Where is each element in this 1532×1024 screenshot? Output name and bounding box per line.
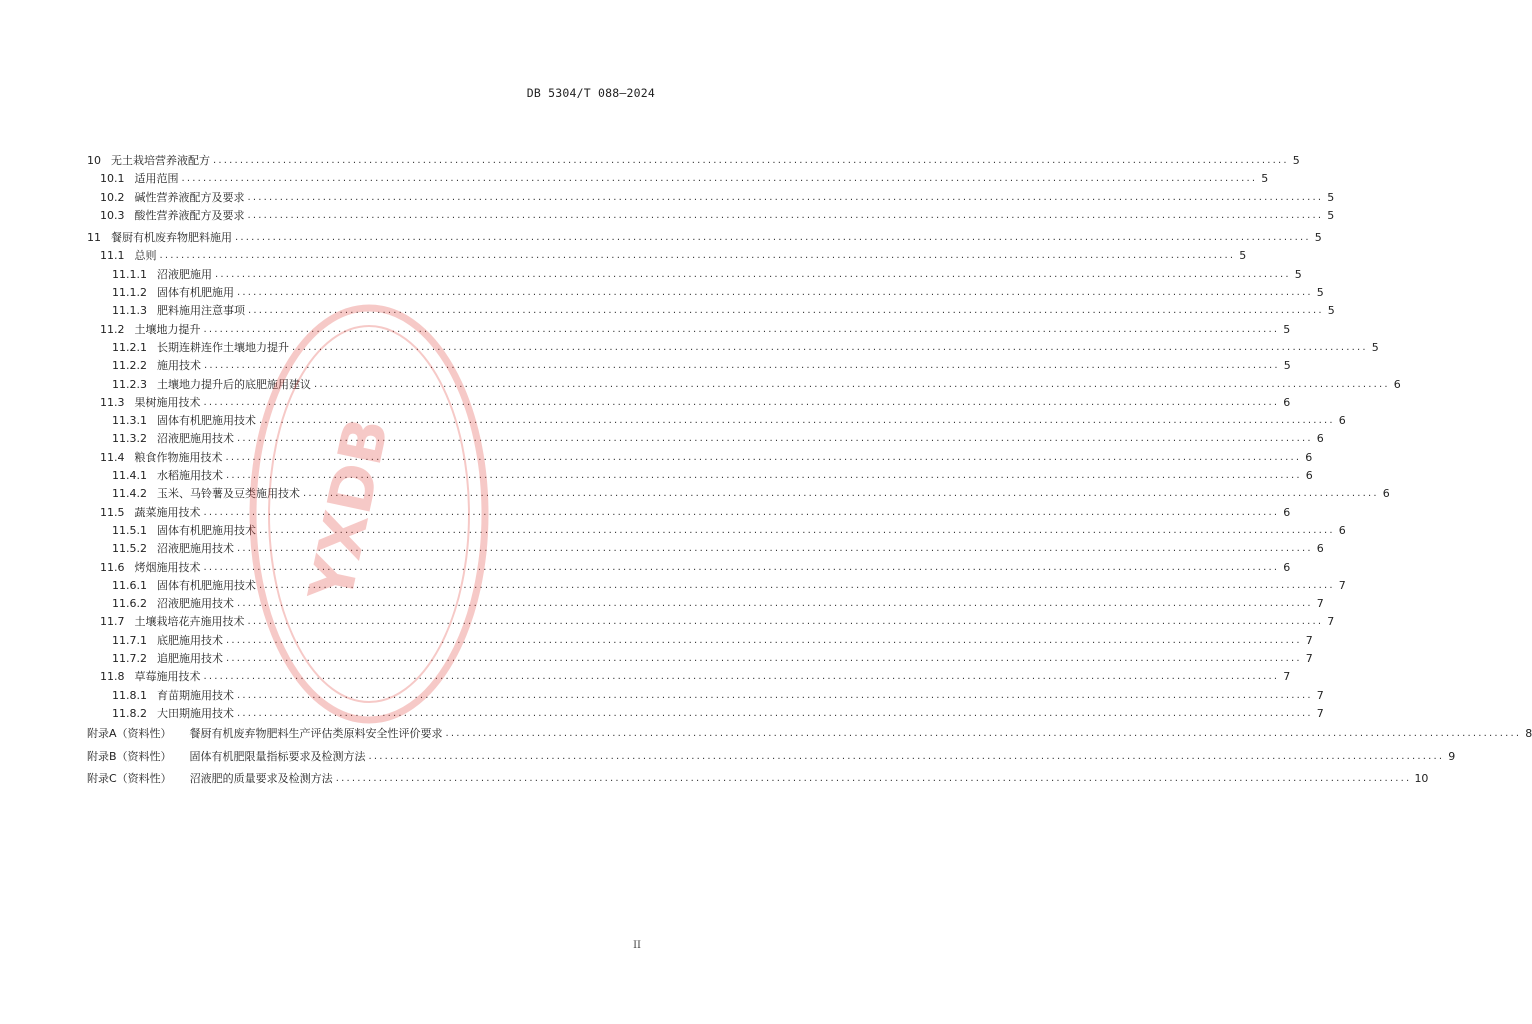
document-code: DB 5304/T 088—2024 (526, 86, 655, 100)
toc-leader-dots: ........................................................................................................................................................................................................ (368, 750, 1445, 762)
toc-entry-number: 附录B（资料性） (87, 749, 172, 763)
toc-entry-page: 7 (1316, 706, 1324, 720)
toc-entry-number: 11.6.2 (112, 597, 147, 611)
toc-entry-title: 草莓施用技术 (134, 670, 201, 684)
toc-entry-title: 蔬菜施用技术 (134, 505, 201, 519)
toc-entry[interactable] (87, 540, 1324, 558)
toc-entry-number: 11.7 (100, 615, 125, 629)
toc-entry-title: 育苗期施用技术 (157, 688, 234, 702)
toc-leader-dots: ........................................................................................................................................................................................................ (259, 524, 1335, 536)
toc-entry-title: 烤烟施用技术 (134, 560, 201, 574)
toc-entry[interactable] (87, 376, 1401, 394)
toc-entry-number: 11.2.2 (112, 359, 147, 373)
toc-leader-dots: ........................................................................................................................................................................................................ (213, 155, 1289, 166)
toc-leader-dots: ........................................................................................................................................................................................................ (204, 360, 1280, 372)
toc-entry[interactable] (87, 668, 1291, 686)
toc-entry-number: 10.2 (100, 190, 125, 204)
toc-entry-number: 11.3.1 (112, 414, 147, 428)
toc-entry-title: 大田期施用技术 (157, 706, 234, 720)
toc-leader-dots: ........................................................................................................................................................................................................ (159, 250, 1236, 262)
toc-entry-number: 11.1.2 (112, 286, 147, 300)
toc-entry-page: 6 (1283, 560, 1291, 574)
toc-entry[interactable] (87, 247, 1247, 265)
toc-entry-title: 长期连耕连作土壤地力提升 (157, 340, 289, 354)
toc-entry-title: 碱性营养液配方及要求 (134, 190, 245, 204)
toc-entry[interactable] (87, 189, 1335, 207)
toc-leader-dots: ........................................................................................................................................................................................................ (237, 598, 1313, 610)
svg-text:YXDB: YXDB (295, 411, 403, 608)
toc-leader-dots: ........................................................................................................................................................................................................ (237, 287, 1313, 299)
toc-entry-number: 11.1.3 (112, 304, 147, 318)
toc-entry-title: 沼液肥施用 (157, 267, 212, 281)
table-of-contents (87, 152, 1532, 791)
toc-entry[interactable] (87, 207, 1335, 225)
toc-entry-number: 11.3 (100, 395, 125, 409)
toc-entry[interactable] (87, 321, 1291, 339)
toc-entry-number: 10.3 (100, 208, 125, 222)
toc-leader-dots: ........................................................................................................................................................................................................ (203, 671, 1280, 683)
toc-leader-dots: ........................................................................................................................................................................................................ (247, 191, 1324, 203)
toc-entry-page: 6 (1393, 377, 1401, 391)
toc-entry-title: 水稻施用技术 (157, 469, 223, 483)
toc-entry-title: 无土栽培营养液配方 (111, 154, 210, 167)
toc-entry[interactable] (87, 705, 1324, 723)
toc-entry-page: 7 (1338, 578, 1346, 592)
toc-entry-title: 沼液肥施用技术 (157, 597, 234, 611)
toc-entry[interactable] (87, 467, 1313, 485)
toc-entry-number: 10 (87, 154, 101, 167)
toc-entry-title: 固体有机肥施用 (157, 286, 234, 300)
toc-entry-title: 追肥施用技术 (157, 652, 223, 666)
toc-entry-title: 酸性营养液配方及要求 (134, 208, 245, 222)
toc-entry-page: 5 (1283, 322, 1291, 336)
toc-entry-page: 6 (1338, 414, 1346, 428)
toc-entry-title: 果树施用技术 (134, 395, 201, 409)
toc-entry-number: 附录A（资料性） (87, 727, 172, 741)
toc-entry-number: 11.6 (100, 560, 125, 574)
toc-entry[interactable] (87, 650, 1313, 668)
toc-entry[interactable] (87, 485, 1390, 503)
toc-entry-page: 7 (1283, 670, 1291, 684)
toc-leader-dots: ........................................................................................................................................................................................................ (314, 378, 1390, 390)
toc-leader-dots: ........................................................................................................................................................................................................ (292, 341, 1368, 353)
page-number: II (633, 940, 641, 951)
toc-entry-page: 5 (1327, 208, 1335, 222)
toc-leader-dots: ........................................................................................................................................................................................................ (226, 653, 1302, 665)
toc-entry[interactable] (87, 559, 1291, 577)
toc-entry-number: 11.4.2 (112, 487, 147, 501)
toc-entry[interactable] (87, 229, 1322, 247)
toc-entry-number: 附录C（资料性） (87, 772, 172, 786)
toc-entry-page: 6 (1316, 432, 1324, 446)
toc-entry[interactable] (87, 504, 1291, 522)
toc-entry-page: 7 (1305, 652, 1313, 666)
toc-entry[interactable] (87, 266, 1302, 284)
toc-entry-number: 11.2.3 (112, 377, 147, 391)
toc-leader-dots: ........................................................................................................................................................................................................ (235, 232, 1311, 244)
toc-entry-title: 土壤栽培花卉施用技术 (134, 615, 245, 629)
toc-leader-dots: ........................................................................................................................................................................................................ (237, 707, 1313, 719)
toc-entry[interactable] (87, 394, 1291, 412)
toc-entry[interactable] (87, 302, 1335, 320)
toc-entry-title: 固体有机肥施用技术 (157, 414, 256, 428)
toc-entry[interactable] (87, 746, 1456, 769)
toc-entry-page: 7 (1327, 615, 1335, 629)
toc-leader-dots: ........................................................................................................................................................................................................ (203, 396, 1280, 408)
toc-entry-number: 11.3.2 (112, 432, 147, 446)
toc-entry-number: 11.1.1 (112, 267, 147, 281)
toc-entry[interactable] (87, 577, 1346, 595)
toc-entry[interactable] (87, 595, 1324, 613)
toc-entry-number: 11.7.2 (112, 652, 147, 666)
toc-entry[interactable] (87, 687, 1324, 705)
toc-entry-title: 固体有机肥施用技术 (157, 523, 256, 537)
toc-entry-title: 固体有机肥施用技术 (157, 578, 256, 592)
toc-entry-title: 固体有机肥限量指标要求及检测方法 (189, 749, 366, 763)
toc-entry-title: 粮食作物施用技术 (134, 450, 223, 464)
toc-entry-page: 5 (1327, 190, 1335, 204)
toc-entry-page: 5 (1292, 154, 1300, 167)
toc-entry-page: 5 (1239, 249, 1247, 263)
toc-entry-title: 沼液肥施用技术 (157, 432, 234, 446)
toc-leader-dots: ........................................................................................................................................................................................................ (237, 433, 1313, 445)
toc-entry-page: 5 (1261, 172, 1269, 186)
toc-entry[interactable] (87, 170, 1269, 188)
toc-entry-number: 11.5.2 (112, 542, 147, 556)
toc-entry-page: 6 (1283, 395, 1291, 409)
toc-entry-page: 5 (1283, 359, 1291, 373)
toc-entry-title: 施用技术 (157, 359, 201, 373)
toc-entry-page: 5 (1316, 286, 1324, 300)
toc-entry-number: 11.5.1 (112, 523, 147, 537)
toc-entry[interactable] (87, 152, 1300, 170)
toc-leader-dots: ........................................................................................................................................................................................................ (259, 415, 1335, 427)
toc-entry[interactable] (87, 522, 1346, 540)
toc-entry-page: 6 (1316, 542, 1324, 556)
toc-entry[interactable] (87, 723, 1532, 746)
toc-entry-number: 11.5 (100, 505, 125, 519)
toc-leader-dots: ........................................................................................................................................................................................................ (203, 506, 1280, 518)
toc-entry[interactable] (87, 357, 1291, 375)
toc-entry[interactable] (87, 284, 1324, 302)
toc-entry-title: 肥料施用注意事项 (157, 304, 245, 318)
toc-entry-page: 5 (1371, 340, 1379, 354)
toc-entry-number: 11.2 (100, 322, 125, 336)
toc-leader-dots: ........................................................................................................................................................................................................ (226, 634, 1302, 646)
toc-leader-dots: ........................................................................................................................................................................................................ (248, 305, 1324, 317)
toc-entry-title: 餐厨有机废弃物肥料生产评估类原料安全性评价要求 (189, 727, 443, 741)
toc-entry-number: 11.8.2 (112, 706, 147, 720)
toc-leader-dots: ........................................................................................................................................................................................................ (225, 451, 1302, 463)
toc-entry-title: 沼液肥的质量要求及检测方法 (189, 772, 333, 786)
toc-entry-page: 6 (1305, 469, 1313, 483)
toc-entry-page: 7 (1305, 633, 1313, 647)
toc-leader-dots: ........................................................................................................................................................................................................ (237, 689, 1313, 701)
toc-leader-dots: ........................................................................................................................................................................................................ (335, 773, 1412, 785)
toc-entry[interactable] (87, 430, 1324, 448)
toc-entry-number: 11.2.1 (112, 340, 147, 354)
toc-leader-dots: ........................................................................................................................................................................................................ (259, 579, 1335, 591)
toc-entry-number: 11.4.1 (112, 469, 147, 483)
toc-entry-page: 6 (1338, 523, 1346, 537)
toc-entry-title: 适用范围 (134, 172, 179, 186)
toc-entry-title: 总则 (134, 249, 157, 263)
toc-entry-title: 底肥施用技术 (157, 633, 223, 647)
toc-entry-page: 9 (1448, 749, 1456, 763)
toc-entry-number: 10.1 (100, 172, 125, 186)
toc-entry[interactable] (87, 768, 1429, 791)
toc-leader-dots: ........................................................................................................................................................................................................ (215, 268, 1291, 280)
toc-entry-number: 11.7.1 (112, 633, 147, 647)
toc-entry-page: 10 (1414, 772, 1429, 786)
toc-entry[interactable] (87, 632, 1313, 650)
toc-entry-page: 8 (1525, 727, 1532, 741)
toc-entry-number: 11 (87, 231, 101, 245)
toc-entry-number: 11.6.1 (112, 578, 147, 592)
toc-entry-number: 11.1 (100, 249, 125, 263)
toc-entry-number: 11.8.1 (112, 688, 147, 702)
toc-entry[interactable] (87, 613, 1335, 631)
toc-entry[interactable] (87, 449, 1313, 467)
toc-entry[interactable] (87, 412, 1346, 430)
toc-leader-dots: ........................................................................................................................................................................................................ (226, 470, 1302, 482)
toc-entry-number: 11.4 (100, 450, 125, 464)
toc-entry-page: 5 (1294, 267, 1302, 281)
toc-leader-dots: ........................................................................................................................................................................................................ (303, 488, 1379, 500)
toc-entry-number: 11.8 (100, 670, 125, 684)
toc-entry-page: 6 (1382, 487, 1390, 501)
toc-leader-dots: ........................................................................................................................................................................................................ (203, 561, 1280, 573)
toc-entry-page: 7 (1316, 688, 1324, 702)
toc-leader-dots: ........................................................................................................................................................................................................ (445, 728, 1522, 740)
toc-entry-title: 沼液肥施用技术 (157, 542, 234, 556)
toc-leader-dots: ........................................................................................................................................................................................................ (247, 209, 1324, 221)
toc-entry-page: 5 (1314, 231, 1322, 245)
toc-entry-title: 土壤地力提升 (134, 322, 201, 336)
toc-entry-title: 餐厨有机废弃物肥料施用 (111, 231, 232, 245)
toc-leader-dots: ........................................................................................................................................................................................................ (203, 323, 1280, 335)
toc-entry-page: 6 (1305, 450, 1313, 464)
toc-entry[interactable] (87, 339, 1379, 357)
toc-entry-page: 5 (1327, 304, 1335, 318)
toc-leader-dots: ........................................................................................................................................................................................................ (181, 173, 1258, 185)
toc-entry-page: 6 (1283, 505, 1291, 519)
toc-leader-dots: ........................................................................................................................................................................................................ (247, 616, 1324, 628)
toc-entry-page: 7 (1316, 597, 1324, 611)
toc-leader-dots: ........................................................................................................................................................................................................ (237, 543, 1313, 555)
toc-entry-title: 土壤地力提升后的底肥施用建议 (157, 377, 311, 391)
toc-entry-title: 玉米、马铃薯及豆类施用技术 (157, 487, 300, 501)
